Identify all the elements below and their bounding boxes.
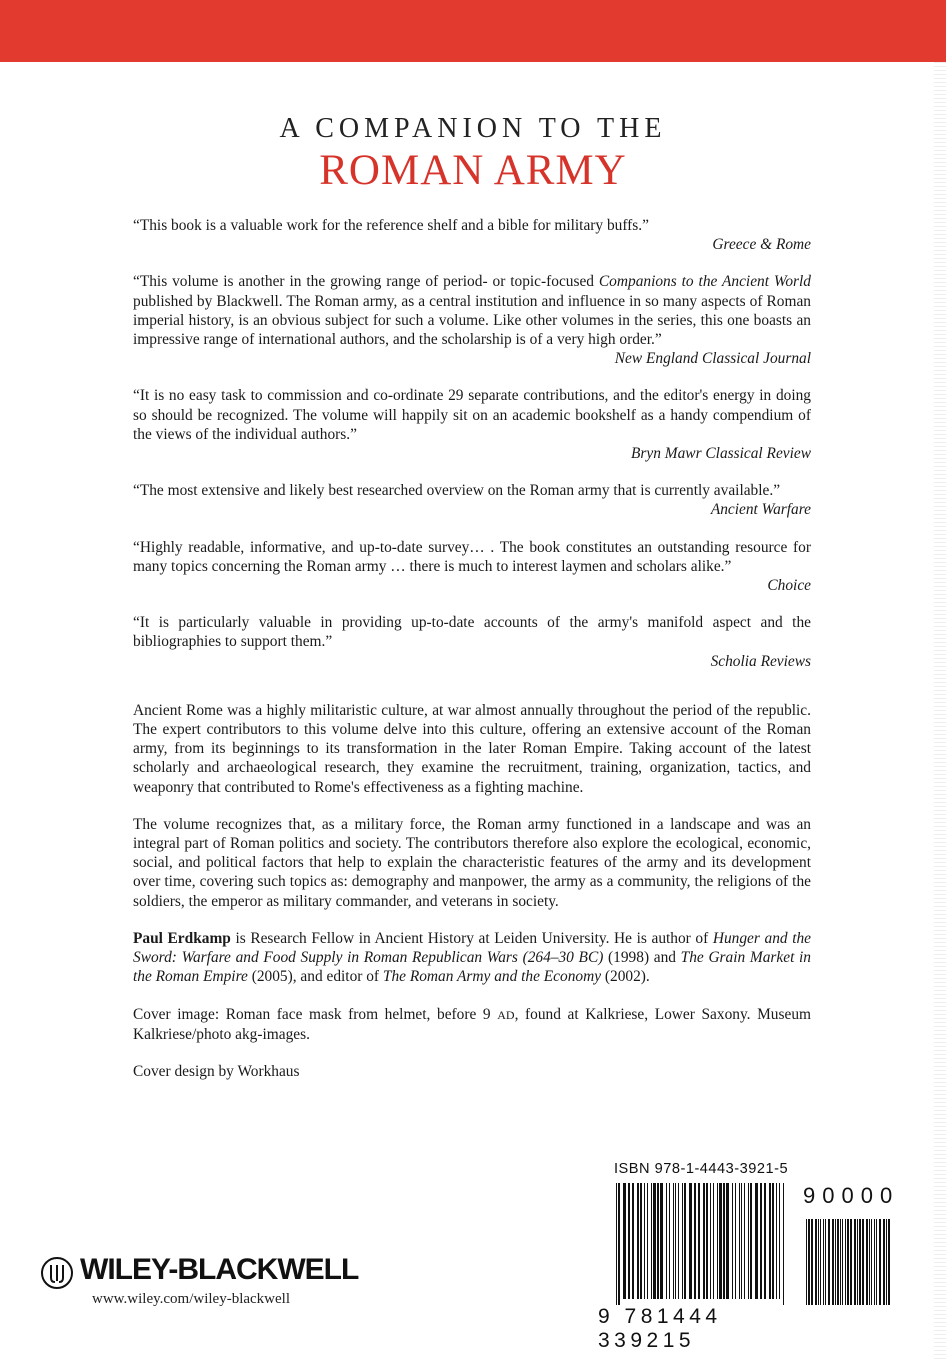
cover-image-credit: Cover image: Roman face mask from helmet, before 9 AD, found at Kalkriese, Lower Saxony. Museum Kalkriese/photo akg-images.	[133, 1005, 811, 1043]
series-title: A COMPANION TO THE	[279, 113, 667, 144]
review-quote	[133, 272, 811, 368]
publisher-logo-icon	[40, 1256, 74, 1290]
description-paragraph: The volume recognizes that, as a military force, the Roman army functioned in a landscape and was an integral part of Roman politics and society. The contributors therefore also explore the ecological, economic, social, and political factors that help to explain the characteristic features of the army and its development over time, covering such topics as: demography and manpower, the army as a community, the religions of the soldiers, the emperor as military commander, and veterans in society.	[133, 815, 811, 910]
publisher-block	[40, 1253, 400, 1313]
quote-source: Ancient Warfare	[710, 501, 811, 519]
barcode-bars	[598, 1183, 894, 1305]
review-quote	[133, 481, 811, 519]
publisher-name: WILEY-BLACKWELL	[80, 1253, 359, 1286]
editor-bio: Paul Erdkamp is Research Fellow in Ancient History at Leiden University. He is author of Hunger and the Sword: Warfare and Food Supply in Roman Republican Wars (264–30 BC) (1998) and The Grain Market in the Roman Empire (2005), and editor of The Roman Army and the Economy (2002).	[133, 929, 811, 986]
quote-text: “The most extensive and likely best researched overview on the Roman army that is currently available.”	[133, 482, 781, 500]
description-paragraph: Ancient Rome was a highly militaristic culture, at war almost annually throughout the period of the republic. The expert contributors to this volume delve into this culture, offering an extensive account of the Roman army, from its beginnings to its transformation in the later Roman Empire. Taking account of the latest scholarly and archaeological research, they examine the recruitment, training, organization, tactics, and weaponry that contributed to Rome's effectiveness as a fighting machine.	[133, 701, 811, 796]
cover-design-credit: Cover design by Workhaus	[133, 1062, 300, 1080]
quote-source: Choice	[767, 577, 811, 595]
quote-text: “It is particularly valuable in providing up-to-date accounts of the army's manifold aspect and the bibliographies to support them.”	[133, 614, 811, 651]
review-quote	[133, 538, 811, 596]
review-quote	[133, 613, 811, 671]
spine-edge	[934, 62, 946, 1360]
isbn-number: ISBN 978-1-4443-3921-5	[614, 1161, 789, 1177]
barcode-digits: 9 781444 339215	[598, 1305, 722, 1352]
publisher-url[interactable]: www.wiley.com/wiley-blackwell	[92, 1291, 290, 1307]
quote-source: New England Classical Journal	[614, 350, 811, 368]
review-quote	[133, 386, 811, 463]
quote-text: “Highly readable, informative, and up-to-date survey… . The book constitutes an outstanding resource for many topics concerning the Roman army … there is much to interest laymen and scholars alike.”	[133, 538, 811, 575]
quote-source: Scholia Reviews	[710, 652, 811, 670]
price-code: 90000	[803, 1183, 900, 1208]
quote-text: “This volume is another in the growing range of period- or topic-focused Companions to the Ancient World published by Blackwell. The Roman army, as a central institution and influence in so many aspects of Roman imperial history, is an obvious subject for such a volume. Like other volumes in the series, this one boasts an impressive range of international authors, and the scholarship is of a very high order.”	[133, 273, 811, 349]
review-quote	[133, 216, 811, 254]
quote-source: Bryn Mawr Classical Review	[631, 445, 811, 463]
quote-source: Greece & Rome	[712, 236, 811, 254]
top-color-band	[0, 0, 946, 62]
quote-text: “This book is a valuable work for the reference shelf and a bible for military buffs.”	[133, 217, 649, 234]
isbn-barcode	[598, 1161, 900, 1352]
back-cover-text	[133, 216, 811, 1099]
quote-text: “It is no easy task to commission and co-ordinate 29 separate contributions, and the editor's energy in doing so should be recognized. The volume will happily sit on an academic bookshelf as a handy compendium of the views of the individual authors.”	[133, 387, 811, 443]
book-title: ROMAN ARMY	[319, 147, 627, 194]
